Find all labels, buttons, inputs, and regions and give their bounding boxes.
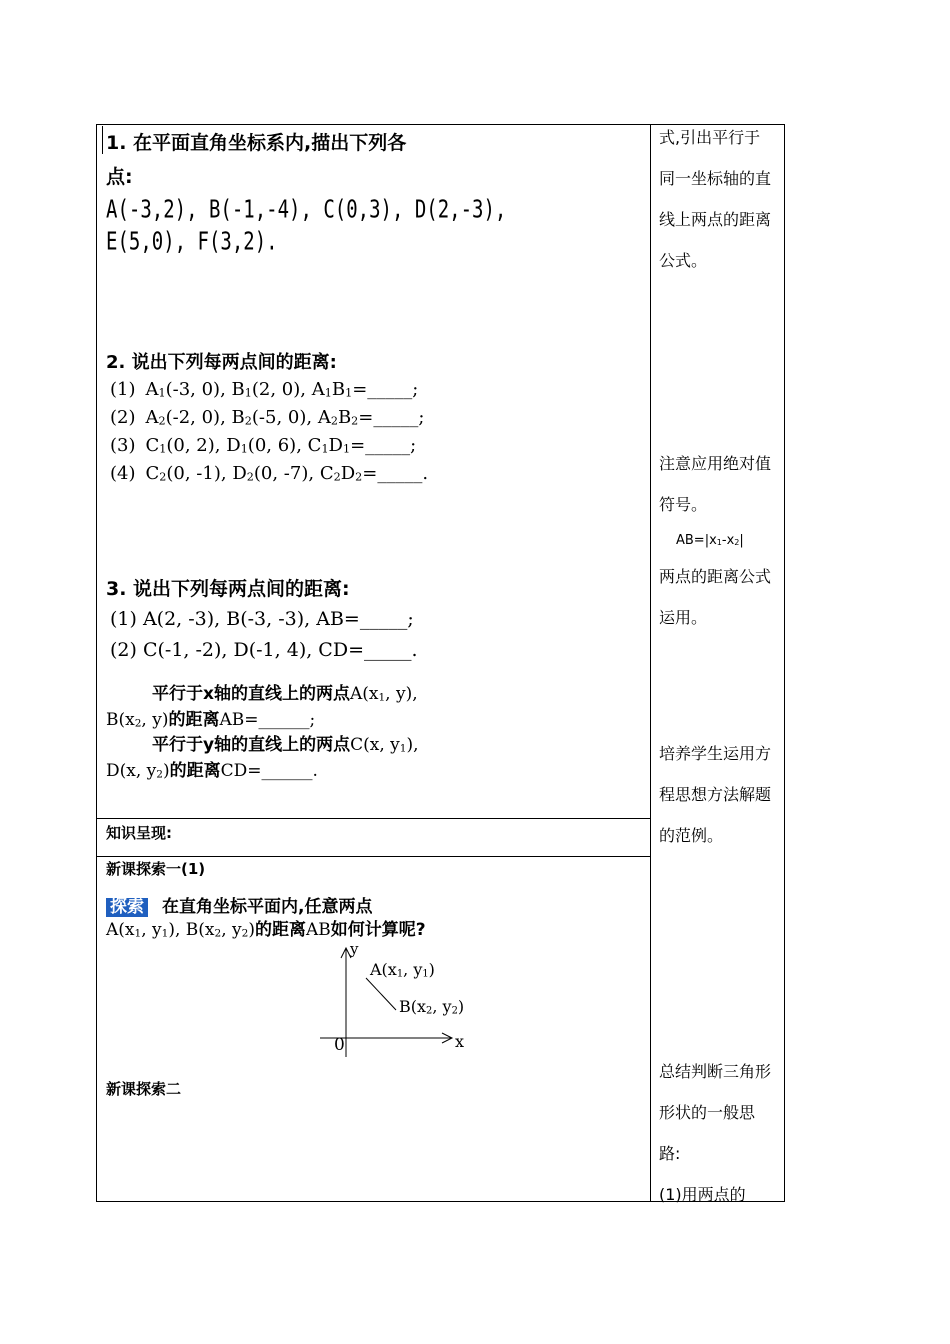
- formula-a: AB=|x: [676, 533, 717, 548]
- q3-para1-sub: 1: [378, 691, 386, 704]
- formula-b: -x: [721, 533, 735, 548]
- axis-y-label: y: [350, 940, 359, 958]
- q2-blank: =_____;: [352, 379, 419, 400]
- q2-s2: 1: [244, 386, 252, 400]
- q2-p1: A: [145, 379, 159, 400]
- q-pc-sub: 2: [214, 927, 222, 940]
- point-b-label: [399, 999, 464, 1015]
- explore1-question-line2: [106, 922, 426, 939]
- q2-c1: (-3, 0): [165, 379, 221, 400]
- q3-para3-sub: 1: [399, 742, 407, 755]
- sidebar-note4-line: 的范例。: [659, 826, 724, 845]
- q2-seg1-sub: 2: [330, 414, 338, 428]
- row-divider-knowledge: [96, 818, 651, 819]
- sidebar-note4-line: 培养学生运用方: [659, 744, 772, 763]
- q2-blank: =_____.: [362, 463, 429, 484]
- q-pd-sub: 2: [241, 927, 249, 940]
- q2-c1: (-2, 0): [165, 407, 221, 428]
- sidebar-note1-line: 式,引出平行于: [659, 128, 761, 147]
- table-left-border: [96, 124, 97, 1202]
- formula-c: |: [739, 533, 744, 548]
- q2-separator: ,: [308, 463, 320, 484]
- q3-para3-end: ),: [406, 735, 419, 755]
- q2-separator: ,: [220, 407, 232, 428]
- q2-item: [110, 437, 416, 455]
- q2-seg1-sub: 1: [324, 386, 332, 400]
- pb-3: ): [457, 997, 465, 1016]
- pa-s1: 1: [396, 968, 404, 980]
- q2-s1: 2: [158, 414, 166, 428]
- q2-seg2-sub: 1: [345, 386, 353, 400]
- q3-para1-text: 平行于x轴的直线上的两点: [152, 684, 350, 704]
- q2-c1: (0, 2): [166, 435, 215, 456]
- q2-seg2: D: [340, 463, 356, 484]
- q2-s1: 2: [159, 470, 167, 484]
- sidebar-note5-line: 形状的一般思: [659, 1103, 756, 1122]
- q3-para4-blank: CD=______.: [220, 761, 318, 781]
- q3-para4-text: 的距离: [169, 761, 221, 781]
- sidebar-note5-line: 总结判断三角形: [659, 1062, 772, 1081]
- sidebar-note3-line: 运用。: [659, 608, 708, 627]
- pa-1: A(x: [370, 960, 397, 979]
- q3-para2-sub: 2: [134, 717, 142, 730]
- q2-s2: 2: [246, 470, 254, 484]
- q2-item-num: (4): [110, 463, 136, 484]
- q3-para-3: [152, 737, 418, 754]
- q1-title: [106, 134, 406, 153]
- q2-s1: 1: [159, 442, 167, 456]
- q2-c1: (0, -1): [166, 463, 221, 484]
- q3-para2-blank: AB=______;: [219, 710, 316, 730]
- q3-para1-point: A(x: [349, 684, 379, 704]
- pa-3: ): [428, 960, 435, 979]
- pb-s2: 2: [451, 1005, 458, 1017]
- q-pf: 的距离: [254, 920, 306, 940]
- q2-seg2: B: [331, 379, 346, 400]
- q2-p2: D: [232, 463, 247, 484]
- q2-separator: ,: [220, 379, 232, 400]
- column-divider: [650, 124, 651, 1202]
- q-pe: ): [248, 920, 255, 940]
- point-a-label: [370, 962, 435, 978]
- q-pc: ), B(x: [168, 920, 215, 940]
- q3-para4-sub: 2: [156, 768, 163, 781]
- q2-blank: =_____;: [358, 407, 425, 428]
- q2-seg1-sub: 2: [333, 470, 341, 484]
- q2-p1: C: [145, 435, 160, 456]
- q3-para4-point: D(x, y: [106, 761, 157, 781]
- sidebar-note3-line: 两点的距离公式: [659, 567, 772, 586]
- q2-seg1-sub: 1: [321, 442, 329, 456]
- q2-seg2-sub: 2: [351, 414, 359, 428]
- q2-item: [110, 381, 418, 399]
- q3-para4-point-end: ): [162, 761, 170, 781]
- q2-seg1: C: [307, 435, 322, 456]
- q2-seg2-sub: 2: [355, 470, 363, 484]
- sidebar-note5-line: (1)用两点的: [659, 1185, 746, 1204]
- q2-c2: (0, -7): [253, 463, 309, 484]
- q-pg: AB: [305, 920, 331, 940]
- q2-seg2-sub: 1: [342, 442, 351, 456]
- knowledge-heading: 知识呈现:: [106, 824, 172, 842]
- q2-p2: D: [226, 435, 241, 456]
- row-divider-explore: [96, 856, 651, 857]
- q1-points-line2: E(5,0), F(3,2).: [106, 227, 278, 256]
- cell-inner-left-mark: [102, 126, 103, 154]
- q3-para-1: [152, 686, 418, 703]
- q2-p1: A: [145, 407, 159, 428]
- q2-s1: 1: [158, 386, 166, 400]
- explore1-q-text: 在直角坐标平面内,任意两点: [162, 897, 373, 917]
- sidebar-note5-line: 路:: [659, 1144, 681, 1163]
- q-pd: , y: [221, 920, 242, 940]
- q2-p2: B: [231, 407, 245, 428]
- q2-s2: 2: [244, 414, 252, 428]
- pb-1: B(x: [399, 997, 427, 1016]
- q3-para1-end: , y),: [385, 684, 418, 704]
- pa-2: , y: [403, 960, 423, 979]
- sidebar-formula: [676, 534, 744, 547]
- segment-ab: [366, 978, 396, 1010]
- origin-label: 0: [334, 1035, 345, 1055]
- formula-s2: 2: [734, 538, 740, 548]
- pa-s2: 1: [422, 968, 429, 980]
- sidebar-note4-line: 程思想方法解题: [659, 785, 772, 804]
- sidebar-note1-line: 同一坐标轴的直: [659, 169, 772, 188]
- q3-para2-text: 的距离: [168, 710, 220, 730]
- q2-s2: 1: [240, 442, 248, 456]
- q3-para-4: [106, 763, 318, 780]
- q3-para2-point-end: , y): [141, 710, 169, 730]
- explore2-title: 新课探索二: [106, 1080, 182, 1098]
- q-pb: , y: [141, 920, 162, 940]
- q2-separator: ,: [296, 435, 308, 456]
- sidebar-note2-line: 符号。: [659, 495, 708, 514]
- q2-seg1: C: [319, 463, 334, 484]
- axis-x-label: x: [455, 1032, 465, 1051]
- q3-title: 3. 说出下列每两点间的距离:: [106, 578, 350, 600]
- pb-2: , y: [432, 997, 452, 1016]
- q1-points-line1: A(-3,2), B(-1,-4), C(0,3), D(2,-3),: [106, 195, 507, 224]
- q-pa: A(x: [106, 920, 135, 940]
- q1-title-line1: 1. 在平面直角坐标系内,描出下列各: [106, 132, 407, 154]
- q1-title-cont: [106, 168, 133, 187]
- q-pb-sub: 1: [161, 927, 169, 940]
- q2-blank: =_____;: [350, 435, 417, 456]
- q2-item: [110, 409, 424, 427]
- q3-item-2: (2) C(-1, -2), D(-1, 4), CD=_____.: [110, 639, 418, 661]
- q2-separator: ,: [300, 379, 312, 400]
- q2-c2: (2, 0): [251, 379, 301, 400]
- q2-p2: B: [231, 379, 245, 400]
- pb-s1: 2: [426, 1005, 433, 1017]
- q2-seg1: A: [317, 407, 331, 428]
- q2-seg2: D: [328, 435, 343, 456]
- formula-s1: 1: [716, 538, 722, 548]
- explore-badge: 探索: [106, 898, 148, 917]
- explore1-title: 新课探索一(1): [106, 860, 206, 878]
- sidebar-note2-line: 注意应用绝对值: [659, 454, 772, 473]
- q2-item: [110, 465, 428, 483]
- q2-p1: C: [145, 463, 160, 484]
- q3-para3-point: C(x, y: [350, 735, 400, 755]
- q3-item-1: (1) A(2, -3), B(-3, -3), AB=_____;: [110, 608, 414, 630]
- q3-para2-point: B(x: [106, 710, 135, 730]
- q2-item-num: (1): [110, 379, 136, 400]
- sidebar-note1-line: 公式。: [659, 251, 708, 270]
- table-right-border: [784, 124, 785, 1202]
- sidebar-note1-line: 线上两点的距离: [659, 210, 772, 229]
- q2-seg2: B: [337, 407, 352, 428]
- q2-separator: ,: [306, 407, 318, 428]
- explore1-question-line1: [106, 898, 372, 917]
- q2-item-num: (2): [110, 407, 136, 428]
- q2-c2: (0, 6): [247, 435, 297, 456]
- table-top-border: [96, 124, 785, 125]
- q2-seg1: A: [311, 379, 325, 400]
- q2-separator: ,: [220, 463, 233, 484]
- q3-para-2: [106, 712, 315, 729]
- q2-item-num: (3): [110, 435, 136, 456]
- q2-c2: (-5, 0): [251, 407, 307, 428]
- q-pa-sub: 1: [134, 927, 142, 940]
- q-ph: 如何计算呢?: [330, 920, 426, 940]
- q2-separator: ,: [214, 435, 227, 456]
- q1-title-line2: 点:: [106, 166, 133, 188]
- q3-para3-text: 平行于y轴的直线上的两点: [152, 735, 351, 755]
- q2-title: 2. 说出下列每两点间的距离:: [106, 352, 337, 373]
